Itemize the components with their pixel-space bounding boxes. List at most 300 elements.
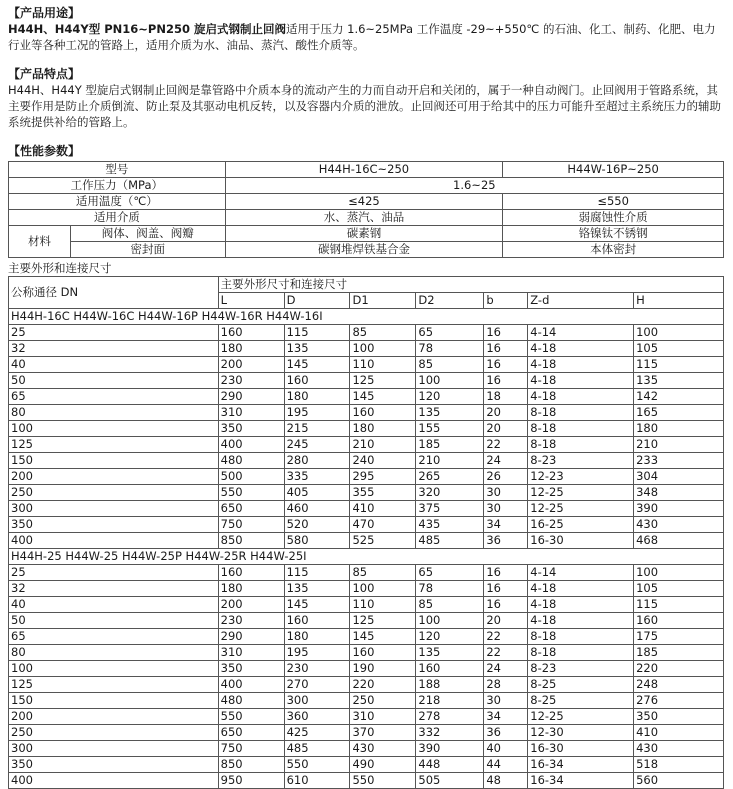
group-label-row [9, 309, 724, 325]
table-cell: 300 [9, 501, 219, 517]
table-cell: 34 [484, 709, 528, 725]
table-cell: 560 [634, 773, 724, 789]
table-row [9, 597, 724, 613]
table-cell: 460 [284, 501, 350, 517]
performance-title: 【性能参数】 [8, 144, 81, 158]
table-cell: 120 [416, 629, 484, 645]
table-row [9, 178, 724, 194]
table-cell: 200 [218, 357, 284, 373]
table-cell: 36 [484, 533, 528, 549]
table-cell: 12-30 [528, 725, 634, 741]
table-cell: 150 [9, 693, 219, 709]
table-cell: 110 [350, 597, 416, 613]
table-row [9, 389, 724, 405]
table-cell: 480 [218, 693, 284, 709]
table-cell: 8-18 [528, 645, 634, 661]
group-label: H44H-16C H44W-16C H44W-16P H44W-16R H44W-16I [9, 309, 724, 325]
table-cell: 16 [484, 581, 528, 597]
table-cell: 135 [284, 341, 350, 357]
table-cell: 16 [484, 325, 528, 341]
table-cell: 25 [9, 565, 219, 581]
table-row [9, 194, 724, 210]
table-cell: 180 [350, 421, 416, 437]
temp-label: 适用温度（℃） [9, 194, 226, 210]
table-cell: 30 [484, 693, 528, 709]
table-cell: 22 [484, 629, 528, 645]
table-cell: 310 [350, 709, 416, 725]
table-cell: 490 [350, 757, 416, 773]
table-cell: 4-18 [528, 357, 634, 373]
table-cell: 8-18 [528, 421, 634, 437]
table-cell: 400 [218, 677, 284, 693]
table-cell: 195 [284, 645, 350, 661]
table-cell: 580 [284, 533, 350, 549]
table-cell: 160 [284, 613, 350, 629]
table-cell: 105 [634, 341, 724, 357]
table-cell: 233 [634, 453, 724, 469]
table-cell: 16-25 [528, 517, 634, 533]
table-cell: 16 [484, 597, 528, 613]
table-row [9, 341, 724, 357]
table-cell: 485 [416, 533, 484, 549]
table-cell: 4-18 [528, 373, 634, 389]
table-cell: 278 [416, 709, 484, 725]
table-cell: 100 [634, 565, 724, 581]
table-cell: 24 [484, 453, 528, 469]
table-cell: 135 [284, 581, 350, 597]
table-cell: 375 [416, 501, 484, 517]
table-cell: 400 [9, 533, 219, 549]
table-cell: 100 [416, 373, 484, 389]
table-row [9, 469, 724, 485]
table-row [9, 437, 724, 453]
table-cell: 4-18 [528, 597, 634, 613]
table-cell: 355 [350, 485, 416, 501]
table-cell: 40 [484, 741, 528, 757]
col-header: Z-d [528, 293, 634, 309]
table-cell: 160 [416, 661, 484, 677]
table-cell: 180 [218, 341, 284, 357]
table-row [9, 485, 724, 501]
table-row [9, 373, 724, 389]
table-cell: 405 [284, 485, 350, 501]
table-row [9, 741, 724, 757]
table-cell: 350 [634, 709, 724, 725]
table-cell: 125 [9, 437, 219, 453]
table-cell: 610 [284, 773, 350, 789]
table-cell: 480 [218, 453, 284, 469]
table-cell: 125 [350, 373, 416, 389]
table-cell: 195 [284, 405, 350, 421]
table-cell: 245 [284, 437, 350, 453]
group-label-row [9, 549, 724, 565]
table-cell: 50 [9, 373, 219, 389]
group-header: 主要外形尺寸和连接尺寸 [218, 277, 723, 293]
table-cell: 650 [218, 501, 284, 517]
usage-title: 【产品用途】 [8, 6, 81, 20]
table-cell: 65 [9, 629, 219, 645]
col-header: D [284, 293, 350, 309]
table-cell: 30 [484, 501, 528, 517]
table-cell: 350 [9, 517, 219, 533]
table-cell: 32 [9, 581, 219, 597]
table-cell: 85 [416, 357, 484, 373]
table-cell: 32 [9, 341, 219, 357]
table-row [9, 357, 724, 373]
table-cell: 16-30 [528, 533, 634, 549]
table-cell: 550 [350, 773, 416, 789]
table-row [9, 565, 724, 581]
table-header-row [9, 277, 724, 293]
table-cell: 8-25 [528, 693, 634, 709]
table-cell: 145 [350, 629, 416, 645]
table-cell: 400 [9, 773, 219, 789]
temp-b: ≤550 [503, 194, 724, 210]
table-cell: 220 [350, 677, 416, 693]
table-cell: 160 [634, 613, 724, 629]
table-cell: 360 [284, 709, 350, 725]
table-cell: 34 [484, 517, 528, 533]
table-cell: 310 [218, 645, 284, 661]
table-row [9, 677, 724, 693]
table-cell: 188 [416, 677, 484, 693]
table-cell: 410 [350, 501, 416, 517]
table-row [9, 709, 724, 725]
table-cell: 26 [484, 469, 528, 485]
table-cell: 270 [284, 677, 350, 693]
table-cell: 20 [484, 405, 528, 421]
table-cell: 12-25 [528, 709, 634, 725]
table-cell: 430 [634, 517, 724, 533]
usage-lead: H44H、H44Y型 PN16~PN250 旋启式钢制止回阀 [8, 22, 286, 36]
table-cell: 276 [634, 693, 724, 709]
table-cell: 115 [284, 325, 350, 341]
table-cell: 215 [284, 421, 350, 437]
col-header: D2 [416, 293, 484, 309]
table-cell: 150 [9, 453, 219, 469]
table-cell: 500 [218, 469, 284, 485]
table-cell: 78 [416, 341, 484, 357]
table-cell: 550 [284, 757, 350, 773]
dimensions-caption: 主要外形和连接尺寸 [8, 261, 112, 275]
features-paragraph: H44H、H44Y 型旋启式钢制止回阀是靠管路中介质本身的流动产生的力而自动开启和关闭的，属于一种自动阀门。止回阀用于管路系统，其主要作用是防止介质倒流、防止泵及其驱动电机反转，以及容器内介质的泄放。止回阀还可用于给其中的压力可能升至超过主系统压力的辅助系统提供补给的管路上。 [8, 83, 721, 129]
table-cell: 16-34 [528, 757, 634, 773]
table-cell: 40 [9, 357, 219, 373]
table-cell: 175 [634, 629, 724, 645]
dimensions-body [9, 277, 724, 789]
table-cell: 400 [218, 437, 284, 453]
body-a: 碳素钢 [225, 226, 503, 242]
table-cell: 12-25 [528, 485, 634, 501]
table-cell: 8-23 [528, 661, 634, 677]
table-row [9, 501, 724, 517]
table-cell: 28 [484, 677, 528, 693]
table-cell: 36 [484, 725, 528, 741]
table-cell: 332 [416, 725, 484, 741]
table-cell: 505 [416, 773, 484, 789]
table-cell: 518 [634, 757, 724, 773]
table-row [9, 725, 724, 741]
table-cell: 40 [9, 597, 219, 613]
table-cell: 390 [416, 741, 484, 757]
table-cell: 160 [218, 325, 284, 341]
body-label: 阀体、阀盖、阀瓣 [70, 226, 225, 242]
table-cell: 218 [416, 693, 484, 709]
medium-label: 适用介质 [9, 210, 226, 226]
table-cell: 290 [218, 389, 284, 405]
table-cell: 155 [416, 421, 484, 437]
table-cell: 100 [350, 581, 416, 597]
table-cell: 370 [350, 725, 416, 741]
table-cell: 180 [284, 629, 350, 645]
table-cell: 350 [218, 661, 284, 677]
table-cell: 100 [416, 613, 484, 629]
table-cell: 485 [284, 741, 350, 757]
table-cell: 142 [634, 389, 724, 405]
table-cell: 100 [9, 421, 219, 437]
table-cell: 250 [350, 693, 416, 709]
table-cell: 135 [416, 645, 484, 661]
model-a: H44H-16C~250 [225, 162, 503, 178]
col-header: D1 [350, 293, 416, 309]
table-cell: 145 [350, 389, 416, 405]
table-cell: 550 [218, 709, 284, 725]
table-cell: 85 [416, 597, 484, 613]
table-row [9, 661, 724, 677]
table-cell: 210 [634, 437, 724, 453]
table-row [9, 517, 724, 533]
table-cell: 335 [284, 469, 350, 485]
table-cell: 210 [350, 437, 416, 453]
table-cell: 200 [9, 469, 219, 485]
table-cell: 78 [416, 581, 484, 597]
table-row [9, 421, 724, 437]
table-cell: 230 [218, 373, 284, 389]
table-cell: 350 [218, 421, 284, 437]
table-cell: 448 [416, 757, 484, 773]
table-cell: 115 [284, 565, 350, 581]
model-label: 型号 [9, 162, 226, 178]
table-cell: 80 [9, 405, 219, 421]
table-cell: 22 [484, 645, 528, 661]
table-cell: 16 [484, 357, 528, 373]
table-cell: 180 [218, 581, 284, 597]
table-cell: 525 [350, 533, 416, 549]
table-cell: 160 [218, 565, 284, 581]
table-row [9, 242, 724, 258]
table-cell: 120 [416, 389, 484, 405]
table-row [9, 645, 724, 661]
usage-paragraph [8, 21, 725, 53]
table-cell: 110 [350, 357, 416, 373]
table-cell: 185 [416, 437, 484, 453]
table-cell: 44 [484, 757, 528, 773]
performance-table [8, 161, 724, 258]
table-cell: 50 [9, 613, 219, 629]
table-cell: 25 [9, 325, 219, 341]
table-row [9, 162, 724, 178]
table-cell: 135 [634, 373, 724, 389]
table-cell: 24 [484, 661, 528, 677]
table-cell: 4-14 [528, 565, 634, 581]
pressure-label: 工作压力（MPa） [9, 178, 226, 194]
table-cell: 22 [484, 437, 528, 453]
col-header: b [484, 293, 528, 309]
table-cell: 16 [484, 565, 528, 581]
table-row [9, 453, 724, 469]
table-cell: 4-14 [528, 325, 634, 341]
table-cell: 20 [484, 421, 528, 437]
table-cell: 160 [350, 405, 416, 421]
medium-b: 弱腐蚀性介质 [503, 210, 724, 226]
table-cell: 65 [416, 325, 484, 341]
table-cell: 190 [350, 661, 416, 677]
table-cell: 160 [350, 645, 416, 661]
table-cell: 16 [484, 373, 528, 389]
table-cell: 520 [284, 517, 350, 533]
table-row [9, 533, 724, 549]
material-label: 材料 [9, 226, 71, 258]
table-cell: 4-18 [528, 389, 634, 405]
table-cell: 295 [350, 469, 416, 485]
table-cell: 850 [218, 757, 284, 773]
table-cell: 16-30 [528, 741, 634, 757]
table-cell: 348 [634, 485, 724, 501]
table-cell: 85 [350, 325, 416, 341]
table-cell: 280 [284, 453, 350, 469]
table-cell: 210 [416, 453, 484, 469]
seal-b: 本体密封 [503, 242, 724, 258]
table-cell: 300 [9, 741, 219, 757]
table-cell: 80 [9, 645, 219, 661]
table-cell: 350 [9, 757, 219, 773]
table-cell: 145 [284, 357, 350, 373]
table-cell: 850 [218, 533, 284, 549]
table-cell: 125 [9, 677, 219, 693]
model-b: H44W-16P~250 [503, 162, 724, 178]
table-cell: 950 [218, 773, 284, 789]
table-cell: 550 [218, 485, 284, 501]
table-row [9, 325, 724, 341]
table-cell: 220 [634, 661, 724, 677]
table-cell: 410 [634, 725, 724, 741]
table-cell: 750 [218, 517, 284, 533]
table-cell: 430 [350, 741, 416, 757]
body-b: 铬镍钛不锈钢 [503, 226, 724, 242]
table-cell: 310 [218, 405, 284, 421]
table-row [9, 581, 724, 597]
table-cell: 115 [634, 357, 724, 373]
table-cell: 320 [416, 485, 484, 501]
table-row [9, 693, 724, 709]
table-cell: 100 [634, 325, 724, 341]
table-cell: 100 [350, 341, 416, 357]
table-cell: 425 [284, 725, 350, 741]
table-cell: 12-25 [528, 501, 634, 517]
table-cell: 230 [284, 661, 350, 677]
table-cell: 248 [634, 677, 724, 693]
table-row [9, 629, 724, 645]
table-row [9, 210, 724, 226]
table-row [9, 773, 724, 789]
table-cell: 180 [634, 421, 724, 437]
table-cell: 30 [484, 485, 528, 501]
table-cell: 85 [350, 565, 416, 581]
table-cell: 265 [416, 469, 484, 485]
table-cell: 290 [218, 629, 284, 645]
table-cell: 115 [634, 597, 724, 613]
table-cell: 750 [218, 741, 284, 757]
table-cell: 160 [284, 373, 350, 389]
pressure-value: 1.6~25 [225, 178, 723, 194]
table-cell: 470 [350, 517, 416, 533]
temp-a: ≤425 [225, 194, 503, 210]
col-header: L [218, 293, 284, 309]
table-cell: 8-18 [528, 629, 634, 645]
usage-body: 适用于压力 1.6~25MPa 工作温度 -29~+550℃ 的石油、化工、制药、化肥、电力行业等各种工况的管路上，适用介质为水、油品、蒸汽、酸性介质等。 [8, 22, 716, 52]
table-cell: 12-23 [528, 469, 634, 485]
table-cell: 145 [284, 597, 350, 613]
table-cell: 468 [634, 533, 724, 549]
table-cell: 390 [634, 501, 724, 517]
table-cell: 185 [634, 645, 724, 661]
table-cell: 20 [484, 613, 528, 629]
table-cell: 300 [284, 693, 350, 709]
seal-a: 碳钢堆焊铁基合金 [225, 242, 503, 258]
table-cell: 4-18 [528, 341, 634, 357]
features-title: 【产品特点】 [8, 67, 81, 81]
table-cell: 16-34 [528, 773, 634, 789]
table-cell: 48 [484, 773, 528, 789]
table-cell: 435 [416, 517, 484, 533]
table-cell: 650 [218, 725, 284, 741]
col-header: H [634, 293, 724, 309]
table-cell: 180 [284, 389, 350, 405]
table-cell: 250 [9, 725, 219, 741]
table-row [9, 405, 724, 421]
table-cell: 65 [9, 389, 219, 405]
table-cell: 250 [9, 485, 219, 501]
table-cell: 100 [9, 661, 219, 677]
table-cell: 8-18 [528, 405, 634, 421]
table-cell: 200 [9, 709, 219, 725]
table-cell: 65 [416, 565, 484, 581]
table-cell: 16 [484, 341, 528, 357]
table-cell: 8-23 [528, 453, 634, 469]
dn-label: 公称通径 DN [9, 277, 219, 309]
table-cell: 4-18 [528, 613, 634, 629]
dimensions-table [8, 276, 724, 789]
table-cell: 125 [350, 613, 416, 629]
table-cell: 8-25 [528, 677, 634, 693]
table-cell: 240 [350, 453, 416, 469]
table-cell: 430 [634, 741, 724, 757]
group-label: H44H-25 H44W-25 H44W-25P H44W-25R H44W-25I [9, 549, 724, 565]
table-cell: 135 [416, 405, 484, 421]
table-row [9, 226, 724, 242]
table-cell: 18 [484, 389, 528, 405]
table-cell: 8-18 [528, 437, 634, 453]
table-cell: 230 [218, 613, 284, 629]
table-row [9, 613, 724, 629]
table-cell: 105 [634, 581, 724, 597]
medium-a: 水、蒸汽、油品 [225, 210, 503, 226]
table-cell: 4-18 [528, 581, 634, 597]
seal-label: 密封面 [70, 242, 225, 258]
table-cell: 304 [634, 469, 724, 485]
table-cell: 165 [634, 405, 724, 421]
table-cell: 200 [218, 597, 284, 613]
